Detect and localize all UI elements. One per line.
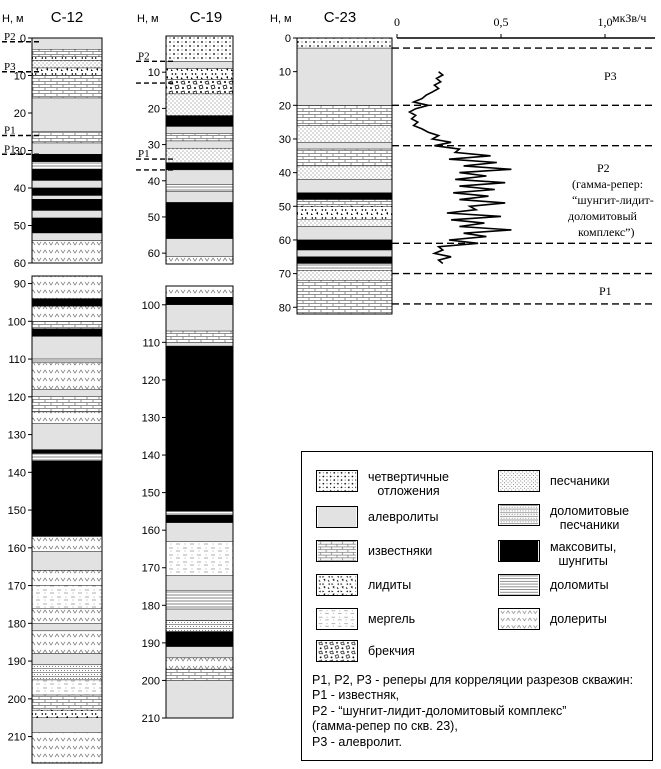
gamma-label-p2-2: “шунгит-лидит- xyxy=(572,193,654,207)
layer-aleurolite xyxy=(32,552,102,571)
layer-dolerite xyxy=(32,412,102,423)
legend-notes xyxy=(312,673,633,750)
depth-tick-label: 120 xyxy=(7,391,26,404)
layer-black xyxy=(166,515,233,523)
layer-limestone xyxy=(32,321,102,329)
legend-label-lidite: лидиты xyxy=(368,578,412,592)
layer-dolerite xyxy=(166,286,233,297)
gamma-label-p2-3: доломитовый xyxy=(568,209,637,223)
gamma-label-p2-0: Р2 xyxy=(597,161,610,175)
depth-tick-label: 70 xyxy=(278,268,291,281)
layer-limestone xyxy=(32,695,102,710)
layer-dolomite xyxy=(166,590,233,609)
depth-tick-label: 190 xyxy=(7,656,26,669)
layer-limestone xyxy=(32,76,102,99)
layer-sandstone xyxy=(297,126,392,143)
legend-label-dolomite_sand: доломитовые песчаники xyxy=(550,504,630,532)
depth-tick-label: 170 xyxy=(7,580,26,593)
layer-dolomite xyxy=(166,511,233,515)
legend-label-limestone: известняки xyxy=(368,544,433,558)
depth-tick-label: 100 xyxy=(141,299,160,312)
layer-aleurolite xyxy=(166,170,233,184)
gamma-label-p1: Р1 xyxy=(599,284,612,298)
gamma-curve xyxy=(410,72,512,264)
layer-black xyxy=(32,199,102,210)
layer-black xyxy=(166,632,233,647)
layer-aleurolite xyxy=(166,141,233,148)
layer-black xyxy=(166,116,233,127)
legend-swatch-aleurolite xyxy=(316,506,358,528)
gamma-label-p2-4: комплекс”) xyxy=(578,225,635,239)
depth-tick-label: 10 xyxy=(147,67,160,80)
layer-black xyxy=(32,154,102,162)
depth-tick-label: 200 xyxy=(141,675,160,688)
legend-swatch-dolomite_sand xyxy=(498,504,540,526)
marker-label: P1 xyxy=(138,148,150,161)
legend-label-black: максовиты, шунгиты xyxy=(550,540,617,568)
depth-tick-label: 140 xyxy=(141,450,160,463)
depth-tick-label: 40 xyxy=(278,167,291,180)
layer-breccia xyxy=(166,79,233,93)
depth-tick-label: 0 xyxy=(284,33,291,45)
layer-limestone xyxy=(166,331,233,342)
layer-black xyxy=(166,202,233,238)
layer-black xyxy=(166,346,233,511)
gamma-label-p3: Р3 xyxy=(604,69,617,83)
layer-dolerite xyxy=(32,363,102,389)
layer-marl xyxy=(166,541,233,575)
well-1-segment-1 xyxy=(142,286,233,725)
layer-black xyxy=(166,163,233,170)
layer-sandstone xyxy=(297,270,392,280)
layer-aleurolite xyxy=(32,233,102,241)
note-line: Р1 - известняк, xyxy=(312,688,400,703)
depth-tick-label: 160 xyxy=(141,525,160,538)
layer-dolerite xyxy=(32,241,102,264)
layer-aleurolite xyxy=(297,250,392,257)
well-title-c23: С-23 xyxy=(323,9,357,26)
marker-label: P2 xyxy=(138,50,150,63)
layer-sandstone xyxy=(166,148,233,162)
layer-black xyxy=(297,257,392,264)
layer-limestone xyxy=(32,49,102,57)
layer-marl xyxy=(32,586,102,609)
marker-label: P2 xyxy=(4,30,16,43)
layer-aleurolite xyxy=(32,336,102,359)
layer-aleurolite xyxy=(32,718,102,733)
legend-swatch-breccia xyxy=(316,640,358,662)
layer-aleurolite xyxy=(32,423,102,449)
layer-marl xyxy=(32,680,102,695)
legend-label-sandstone: песчаники xyxy=(550,474,610,488)
depth-tick-label: 10 xyxy=(13,70,26,83)
layer-limestone xyxy=(32,397,102,412)
depth-tick-label: 20 xyxy=(147,103,160,116)
depth-tick-label: 170 xyxy=(141,562,160,575)
note-line: Р3 - алевролит. xyxy=(312,734,402,749)
depth-tick-label: 30 xyxy=(147,139,160,152)
layer-lidite xyxy=(32,57,102,61)
layer-dolomite xyxy=(32,453,102,461)
legend-swatch-limestone xyxy=(316,540,358,562)
layer-dolerite xyxy=(166,658,233,669)
layer-sandstone xyxy=(297,166,392,179)
depth-tick-label: 180 xyxy=(7,618,26,631)
gamma-unit-label: мкЗв/ч xyxy=(612,11,647,25)
depth-tick-label: 210 xyxy=(7,731,26,744)
layer-lidite xyxy=(32,68,102,76)
layer-dolerite xyxy=(32,608,102,623)
layer-dolomite xyxy=(32,162,102,170)
layer-aleurolite xyxy=(297,226,392,239)
depth-tick-label: 210 xyxy=(141,713,160,725)
well-1-segment-0 xyxy=(136,36,233,264)
layer-limestone xyxy=(297,105,392,125)
depth-tick-label: 40 xyxy=(147,175,160,188)
layer-aleurolite xyxy=(32,623,102,631)
depth-tick-label: 150 xyxy=(7,505,26,518)
legend-label-marl: мергель xyxy=(368,612,416,626)
layer-dolerite xyxy=(32,276,102,299)
depth-tick-label: 30 xyxy=(13,145,26,158)
gamma-tick-label: 1,0 xyxy=(597,15,613,29)
marker-label: P1 xyxy=(4,143,16,156)
depth-tick-label: 90 xyxy=(13,278,26,291)
depth-tick-label: 20 xyxy=(278,100,291,113)
legend-swatch-sandstone xyxy=(498,470,540,492)
depth-tick-label: 0 xyxy=(19,33,26,45)
layer-aleurolite xyxy=(166,647,233,658)
layer-aleurolite xyxy=(32,98,102,132)
layer-aleurolite xyxy=(166,192,233,203)
layer-aleurolite xyxy=(166,523,233,542)
legend-swatch-lidite xyxy=(316,574,358,596)
gamma-tick-label: 0 xyxy=(394,15,400,29)
depth-tick-label: 120 xyxy=(141,374,160,387)
layer-aleurolite xyxy=(166,126,233,133)
layer-aleurolite xyxy=(32,38,102,49)
layer-sandstone xyxy=(32,61,102,69)
depth-tick-label: 100 xyxy=(7,316,26,329)
layer-black xyxy=(297,240,392,250)
layer-aleurolite xyxy=(32,196,102,200)
layer-aleurolite xyxy=(166,239,233,257)
legend-label-dolomite: доломиты xyxy=(550,578,609,592)
layer-limestone xyxy=(166,134,233,141)
layer-aleurolite xyxy=(297,142,392,149)
layer-aleurolite xyxy=(32,143,102,154)
layer-sandstone xyxy=(297,220,392,227)
layer-black xyxy=(32,461,102,537)
legend-label-breccia: брекчия xyxy=(368,644,415,658)
marker-label: P1 xyxy=(4,124,16,137)
legend-label-quaternary: четвертичные отложения xyxy=(368,470,449,498)
axis-label-c19: Н, м xyxy=(137,13,159,25)
layer-dolerite xyxy=(32,733,102,763)
well-title-c19: С-19 xyxy=(189,9,223,26)
depth-tick-label: 110 xyxy=(8,354,26,367)
layer-aleurolite xyxy=(166,680,233,718)
depth-tick-label: 50 xyxy=(278,201,291,214)
depth-tick-label: 110 xyxy=(142,337,160,350)
axis-label-c23: Н, м xyxy=(270,13,292,25)
layer-aleurolite xyxy=(32,389,102,397)
legend-swatch-marl xyxy=(316,608,358,630)
layer-dolomite_sand xyxy=(32,665,102,680)
layer-aleurolite xyxy=(166,305,233,331)
layer-aleurolite xyxy=(32,181,102,189)
marker-label: P3 xyxy=(4,60,16,73)
depth-tick-label: 150 xyxy=(141,487,160,500)
well-0-segment-1 xyxy=(8,276,102,763)
layer-limestone xyxy=(166,669,233,680)
depth-tick-label: 50 xyxy=(13,220,26,233)
layer-quaternary xyxy=(166,36,233,61)
layer-aleurolite xyxy=(166,609,233,620)
legend-swatch-quaternary xyxy=(316,470,358,492)
well-2-segment-0 xyxy=(279,33,392,314)
layer-limestone xyxy=(297,149,392,166)
depth-tick-label: 160 xyxy=(7,542,26,555)
layer-aleurolite xyxy=(32,654,102,665)
well-0-segment-0 xyxy=(2,31,102,270)
layer-dolerite xyxy=(32,536,102,551)
layer-limestone xyxy=(297,280,392,314)
legend-label-dolerite: долериты xyxy=(550,612,607,626)
layer-black xyxy=(32,329,102,337)
gamma-tick-label: 0,5 xyxy=(493,15,509,29)
layer-dolerite xyxy=(32,306,102,321)
depth-tick-label: 10 xyxy=(278,66,291,79)
depth-tick-label: 200 xyxy=(7,693,26,706)
layer-dolerite xyxy=(166,257,233,264)
gamma-label-p2-1: (гамма-репер: xyxy=(572,177,644,191)
layer-dolomite xyxy=(32,359,102,363)
depth-tick-label: 40 xyxy=(13,183,26,195)
layer-aleurolite xyxy=(166,61,233,68)
layer-aleurolite xyxy=(297,179,392,192)
depth-tick-label: 130 xyxy=(7,429,26,442)
note-line: Р1, Р2, Р3 - реперы для корреляции разрезов скважин: xyxy=(312,673,634,687)
layer-aleurolite xyxy=(297,48,392,105)
depth-tick-label: 60 xyxy=(147,248,160,261)
layer-quaternary xyxy=(297,38,392,48)
depth-tick-label: 30 xyxy=(278,133,291,146)
note-line: Р2 - “шунгит-лидит-доломитовый комплекс” xyxy=(312,703,567,718)
depth-tick-label: 80 xyxy=(278,302,291,315)
depth-tick-label: 190 xyxy=(141,637,160,650)
gamma-log xyxy=(392,15,655,304)
legend-label-aleurolite: алевролиты xyxy=(368,510,439,524)
layer-lidite xyxy=(297,206,392,219)
layer-aleurolite xyxy=(166,575,233,590)
depth-tick-label: 20 xyxy=(13,108,26,120)
layer-black xyxy=(32,299,102,307)
layer-sandstone xyxy=(166,94,233,116)
legend-swatch-dolomite xyxy=(498,574,540,596)
depth-tick-label: 130 xyxy=(141,412,160,425)
layer-lidite xyxy=(166,69,233,80)
layer-dolomite_sand xyxy=(166,620,233,631)
depth-tick-label: 50 xyxy=(147,211,160,224)
layer-lidite xyxy=(32,710,102,718)
layer-limestone xyxy=(32,132,102,143)
layer-dolerite xyxy=(32,570,102,585)
layer-black xyxy=(32,218,102,233)
depth-tick-label: 140 xyxy=(7,467,26,480)
legend-swatch-black xyxy=(498,540,540,562)
depth-tick-label: 60 xyxy=(13,258,26,270)
layer-dolomite xyxy=(166,184,233,191)
layer-black xyxy=(32,450,102,454)
layer-black xyxy=(32,169,102,180)
well-title-c12: С-12 xyxy=(50,9,84,26)
layer-aleurolite xyxy=(32,211,102,219)
legend-swatch-dolerite xyxy=(498,608,540,630)
layer-aleurolite xyxy=(166,342,233,346)
layer-black xyxy=(32,188,102,196)
layer-black xyxy=(297,193,392,200)
layer-limestone xyxy=(297,200,392,207)
layer-dolerite xyxy=(32,631,102,654)
axis-label-c12: Н, м xyxy=(2,13,24,25)
depth-tick-label: 60 xyxy=(278,234,291,247)
layer-dolomite xyxy=(297,264,392,271)
note-line: (гамма-репер по скв. 23), xyxy=(312,719,458,734)
layer-black xyxy=(166,297,233,305)
depth-tick-label: 180 xyxy=(141,600,160,613)
